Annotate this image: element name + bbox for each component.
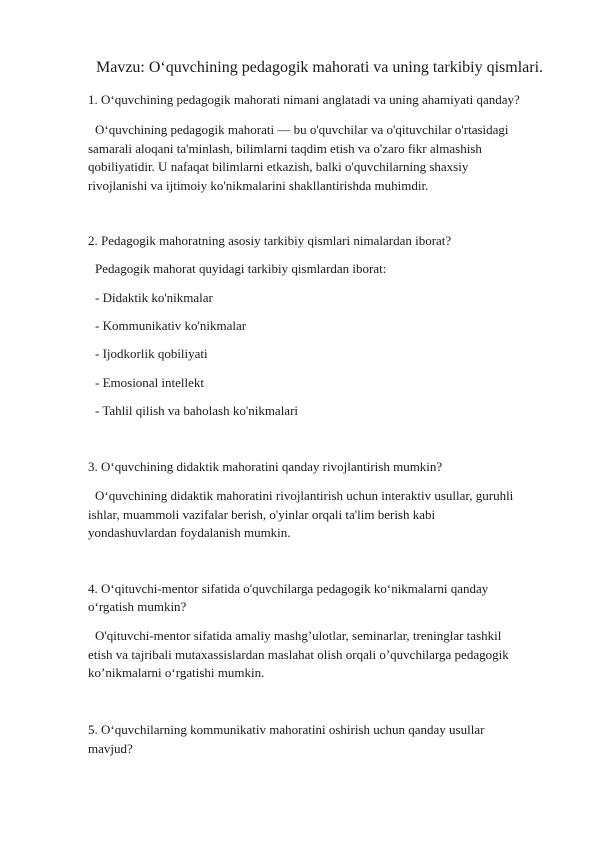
list-item: - Ijodkorlik qobiliyati [95, 346, 208, 361]
question-5-line-1: 5. O‘quvchilarning kommunikativ mahoratini oshirish uchun qanday usullar [88, 722, 485, 737]
answer-4-line-1: O'qituvchi-mentor sifatida amaliy mashg’ulotlar, seminarlar, treninglar tashkil [95, 628, 502, 643]
question-4-line-1: 4. O‘qituvchi-mentor sifatida o'quvchilarga pedagogik ko‘nikmalarni qanday [88, 581, 489, 596]
question-3: 3. O‘quvchining didaktik mahoratini qanday rivojlantirish mumkin? [88, 459, 443, 474]
list-item: - Emosional intellekt [95, 375, 205, 390]
question-1: 1. O‘quvchining pedagogik mahorati nimani anglatadi va uning ahamiyati qanday? [88, 92, 520, 107]
answer-1-line-4: rivojlanishi va ijtimoiy ko'nikmalarini shakllantirishda muhimdir. [88, 178, 429, 193]
answer-1-line-3: qobiliyatidir. U nafaqat bilimlarni etkazish, balki o'quvchilarning shaxsiy [88, 159, 469, 174]
question-5-line-2: mavjud? [88, 741, 133, 756]
answer-2-intro: Pedagogik mahorat quyidagi tarkibiy qismlardan iborat: [95, 261, 387, 276]
answer-4-line-2: etish va tajribali mutaxassislardan maslahat olish orqali o’quvchilarga pedagogik [88, 647, 509, 662]
answer-3-line-3: yondashuvlardan foydalanish mumkin. [88, 525, 291, 540]
list-item: - Kommunikativ ko'nikmalar [95, 318, 247, 333]
answer-4-line-3: ko’nikmalarni o‘rgatishi mumkin. [88, 665, 265, 680]
list-item: - Didaktik ko'nikmalar [95, 290, 213, 305]
list-item: - Tahlil qilish va baholash ko'nikmalari [95, 403, 299, 418]
answer-3-line-2: ishlar, muammoli vazifalar berish, o'yinlar orqali ta'lim berish kabi [88, 507, 436, 522]
question-2: 2. Pedagogik mahoratning asosiy tarkibiy qismlari nimalardan iborat? [88, 233, 452, 248]
answer-3-line-1: O‘quvchining didaktik mahoratini rivojlantirish uchun interaktiv usullar, guruhli [95, 488, 514, 503]
answer-1-line-2: samarali aloqani ta'minlash, bilimlarni taqdim etish va o'zaro fikr almashish [88, 141, 482, 156]
question-4-line-2: o‘rgatish mumkin? [88, 599, 187, 614]
answer-1-line-1: O‘quvchining pedagogik mahorati — bu o'quvchilar va o'qituvchilar o'rtasidagi [95, 122, 509, 137]
page-title: Mavzu: O‘quvchining pedagogik mahorati va uning tarkibiy qismlari. [96, 59, 544, 76]
